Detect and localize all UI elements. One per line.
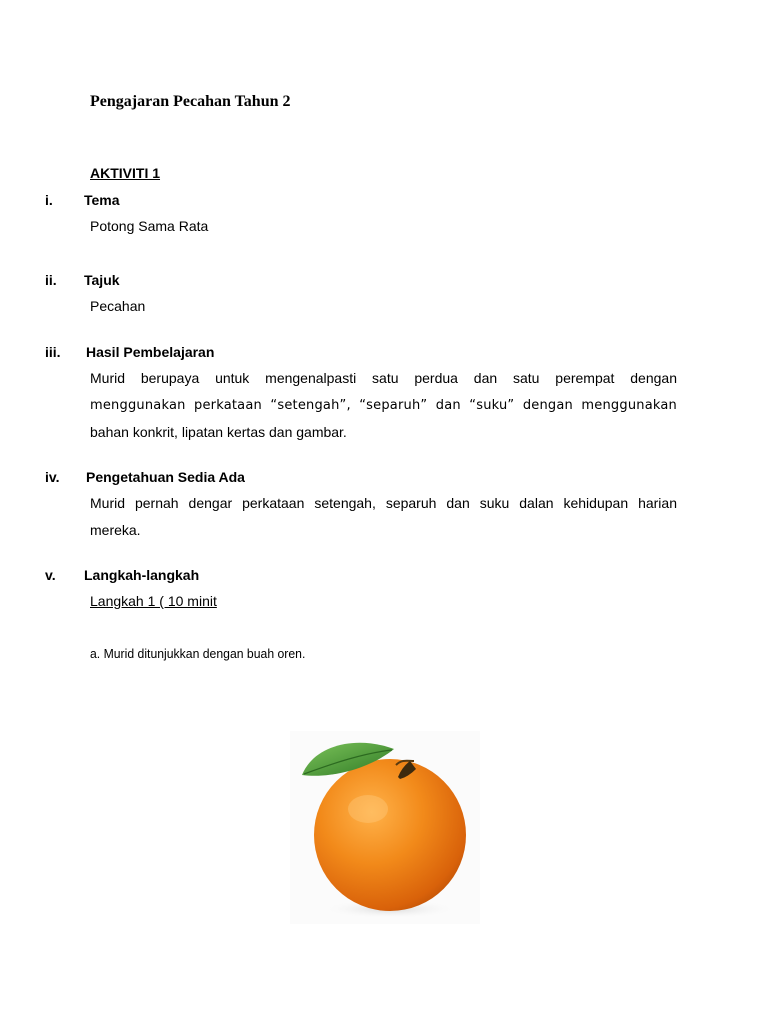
hasil-line-2: menggunakan perkataan “setengah”, “separuh” dan “suku” dengan menggunakan [90, 398, 677, 413]
section-heading-hasil-pembelajaran: Hasil Pembelajaran [86, 344, 215, 360]
section-heading-tajuk: Tajuk [84, 272, 120, 288]
orange-highlight [348, 795, 388, 823]
orange-illustration [290, 731, 480, 924]
section-heading-langkah-langkah: Langkah-langkah [84, 567, 200, 583]
hasil-line-1: Murid berupaya untuk mengenalpasti satu perdua dan satu perempat dengan [90, 370, 677, 386]
step-1-title: Langkah 1 ( 10 minit [90, 593, 217, 609]
section-heading-tema: Tema [84, 192, 120, 208]
step-a-text: a. Murid ditunjukkan dengan buah oren. [90, 646, 306, 661]
section-body-pengetahuan-sedia-ada [90, 490, 677, 544]
pengetahuan-line-2: mereka. [90, 522, 141, 538]
orange-fruit-image [290, 731, 480, 924]
section-number-v: v. [45, 567, 56, 583]
section-body-hasil-pembelajaran [90, 365, 677, 446]
section-number-iii: iii. [45, 344, 61, 360]
document-title: Pengajaran Pecahan Tahun 2 [90, 93, 291, 110]
hasil-line-3: bahan konkrit, lipatan kertas dan gambar. [90, 424, 347, 440]
orange-fruit [314, 759, 466, 911]
activity-label: AKTIVITI 1 [90, 165, 161, 181]
section-body-tema: Potong Sama Rata [90, 218, 209, 234]
pengetahuan-line-1: Murid pernah dengar perkataan setengah, separuh dan suku dalan kehidupan harian [90, 495, 677, 511]
section-heading-pengetahuan-sedia-ada: Pengetahuan Sedia Ada [86, 469, 245, 485]
section-number-iv: iv. [45, 469, 60, 485]
section-number-ii: ii. [45, 272, 57, 288]
section-body-tajuk: Pecahan [90, 298, 146, 314]
section-number-i: i. [45, 192, 53, 208]
